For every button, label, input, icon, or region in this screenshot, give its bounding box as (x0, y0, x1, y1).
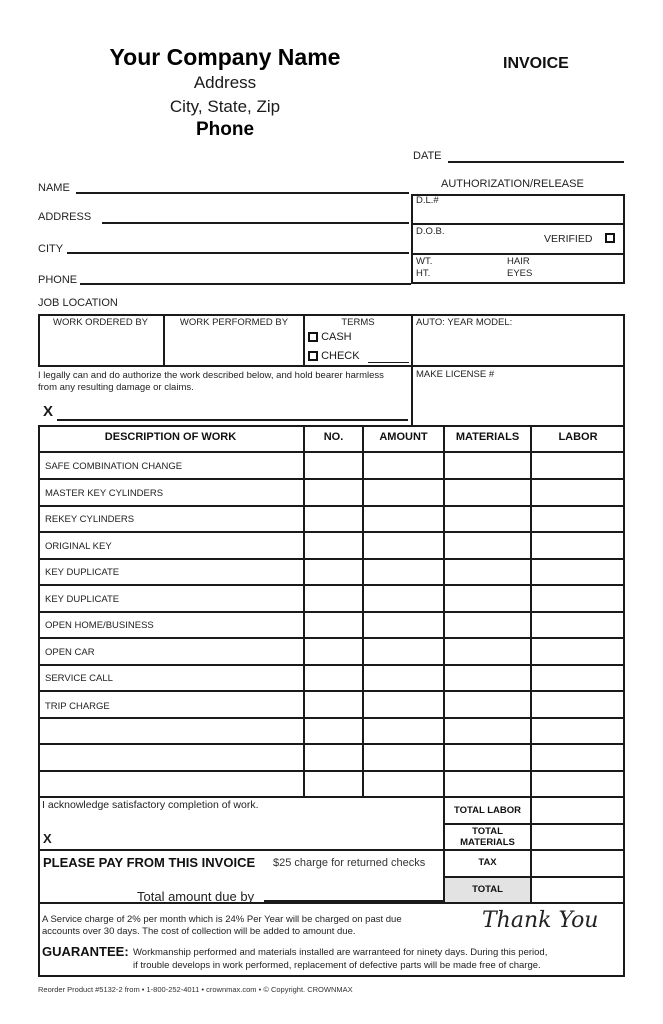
divider (38, 849, 445, 851)
divider (38, 611, 625, 613)
col-materials: MATERIALS (455, 431, 520, 443)
authorization-title: AUTHORIZATION/RELEASE (441, 178, 584, 190)
check-label: CHECK (321, 350, 360, 362)
city-label: CITY (38, 243, 64, 255)
guarantee-label: GUARANTEE: (42, 944, 129, 959)
divider (38, 584, 625, 586)
total-materials-value[interactable] (532, 825, 623, 849)
wt-label: WT. (416, 256, 433, 267)
check-number-field[interactable] (368, 362, 409, 363)
table-row: OPEN HOME/BUSINESS (45, 620, 154, 631)
total-materials-label-1: TOTAL (472, 826, 503, 837)
table-row: KEY DUPLICATE (45, 594, 120, 605)
eyes-label: EYES (507, 268, 533, 279)
guarantee-line1: Workmanship performed and materials installed are warranteed for ninety days. During this period, (133, 947, 548, 958)
divider (38, 664, 625, 666)
divider (38, 717, 625, 719)
divider (38, 743, 625, 745)
authorize-text-line2: from any resulting damage or claims. (38, 382, 194, 393)
divider (38, 558, 625, 560)
table-row: SAFE COMBINATION CHANGE (45, 461, 183, 472)
divider (38, 690, 625, 692)
table-row: OPEN CAR (45, 647, 95, 658)
divider (38, 505, 625, 507)
due-date-field[interactable] (264, 900, 443, 902)
cash-label: CASH (321, 331, 352, 343)
date-label: DATE (413, 150, 442, 162)
signature-x: X (43, 403, 54, 420)
make-license-label: MAKE LICENSE # (416, 369, 495, 380)
ht-label: HT. (416, 268, 431, 279)
please-pay-text: PLEASE PAY FROM THIS INVOICE (43, 855, 256, 870)
divider (38, 902, 625, 904)
table-row: MASTER KEY CYLINDERS (45, 488, 164, 499)
verified-checkbox[interactable] (605, 233, 615, 243)
check-checkbox[interactable] (308, 351, 318, 361)
divider (411, 253, 625, 255)
divider (411, 223, 625, 225)
phone-label: PHONE (38, 274, 78, 286)
service-charge-line1: A Service charge of 2% per month which is 24% Per Year will be charged on past due (42, 914, 402, 925)
company-city-state-zip: City, State, Zip (169, 97, 281, 116)
service-charge-line2: accounts over 30 days. The cost of collection will be added to amount due. (42, 926, 356, 937)
divider (38, 531, 625, 533)
table-row: KEY DUPLICATE (45, 567, 120, 578)
total-due-by-label: Total amount due by (137, 889, 255, 904)
cash-option[interactable] (308, 331, 352, 343)
dob-label: D.O.B. (416, 226, 445, 237)
col-no: NO. (323, 431, 344, 443)
company-name: Your Company Name (109, 44, 341, 70)
acknowledge-signature-x: X (43, 831, 52, 846)
thank-you-text: Thank You (482, 908, 599, 933)
company-address: Address (193, 73, 257, 92)
invoice-title: INVOICE (503, 55, 569, 72)
authorize-text-line1: I legally can and do authorize the work described below, and hold bearer harmless (38, 370, 384, 381)
auto-year-model-label: AUTO: YEAR MODEL: (416, 317, 513, 328)
total-value[interactable] (532, 878, 623, 902)
table-row: REKEY CYLINDERS (45, 514, 135, 525)
col-description: DESCRIPTION OF WORK (104, 431, 237, 443)
divider (38, 451, 625, 453)
divider (38, 637, 625, 639)
verified-label: VERIFIED (544, 233, 593, 245)
divider (411, 314, 413, 426)
table-row: TRIP CHARGE (45, 701, 110, 712)
name-field[interactable] (76, 192, 409, 194)
hair-label: HAIR (507, 256, 530, 267)
city-field[interactable] (67, 252, 409, 254)
acknowledge-text: I acknowledge satisfactory completion of work. (42, 799, 259, 811)
cash-checkbox[interactable] (308, 332, 318, 342)
divider (38, 478, 625, 480)
divider (623, 366, 625, 426)
work-performed-by-label: WORK PERFORMED BY (179, 317, 289, 328)
guarantee-line2: if trouble develops in work performed, replacement of defective parts will be made free of charge. (133, 960, 541, 971)
dl-label: D.L.# (416, 195, 439, 206)
tax-label: TAX (478, 857, 497, 868)
name-label: NAME (38, 182, 70, 194)
job-location-label: JOB LOCATION (38, 297, 118, 309)
address-label: ADDRESS (38, 211, 92, 223)
address-field[interactable] (102, 222, 409, 224)
date-field[interactable] (448, 161, 624, 163)
company-phone: Phone (195, 119, 255, 140)
total-labor-label: TOTAL LABOR (453, 805, 522, 816)
phone-field[interactable] (80, 283, 411, 285)
divider (38, 770, 625, 772)
col-labor: LABOR (558, 431, 598, 443)
total-labor-value[interactable] (532, 798, 623, 823)
reorder-text: Reorder Product #5132-2 from • 1-800-252-4011 • crownmax.com • © Copyright. CROWNMAX (38, 985, 353, 994)
tax-value[interactable] (532, 851, 623, 876)
total-label: TOTAL (472, 884, 503, 895)
work-ordered-by-label: WORK ORDERED BY (52, 317, 148, 328)
total-materials-label-2: MATERIALS (460, 837, 515, 848)
authorization-signature-line[interactable] (57, 419, 408, 421)
table-row: ORIGINAL KEY (45, 541, 112, 552)
returned-checks-text: $25 charge for returned checks (273, 857, 426, 869)
terms-label: TERMS (341, 317, 375, 328)
table-row: SERVICE CALL (45, 673, 113, 684)
col-amount: AMOUNT (379, 431, 428, 443)
check-option[interactable] (308, 350, 360, 362)
